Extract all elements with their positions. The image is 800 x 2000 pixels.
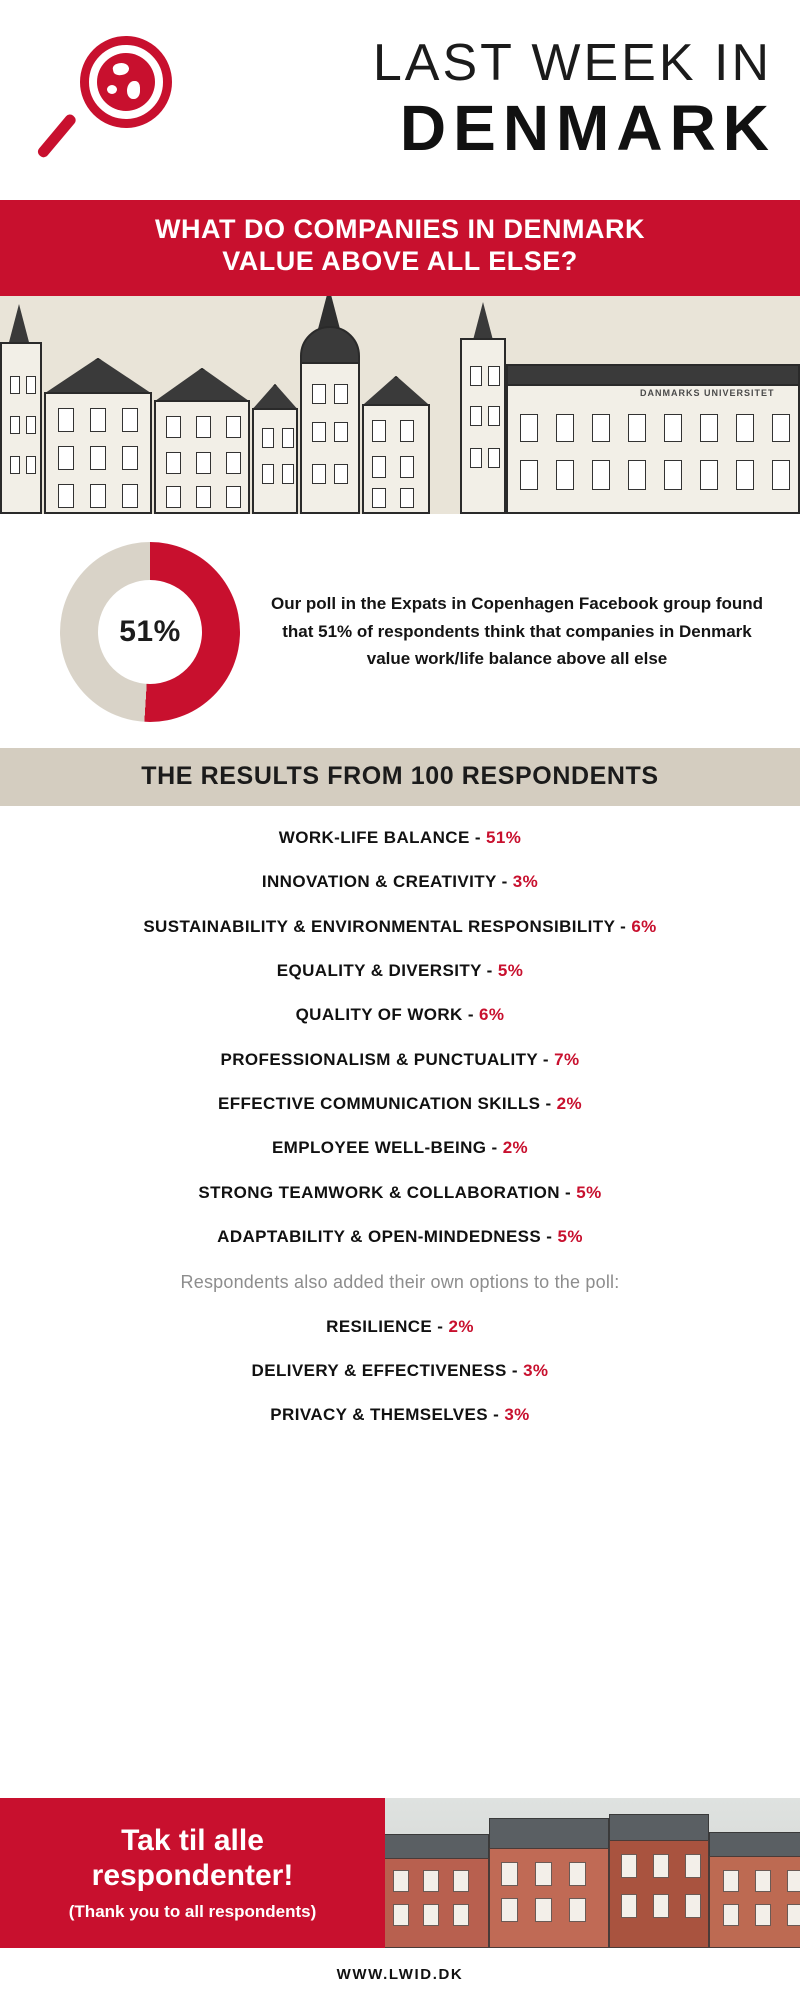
photo-window <box>723 1870 739 1892</box>
building <box>506 384 800 514</box>
photo-window <box>535 1862 552 1886</box>
window <box>90 446 106 470</box>
window <box>312 422 326 442</box>
photo-roof <box>709 1832 800 1858</box>
result-label: EFFECTIVE COMMUNICATION SKILLS - <box>217 1094 557 1114</box>
photo-window <box>787 1870 800 1892</box>
result-label: EQUALITY & DIVERSITY - <box>276 960 498 980</box>
results-band-title: THE RESULTS FROM 100 RESPONDENTS <box>141 761 659 790</box>
donut-center <box>98 580 202 684</box>
globe-detail-icon <box>107 85 117 94</box>
result-row <box>10 872 790 892</box>
result-value: 5% <box>576 1182 602 1202</box>
result-value: 6% <box>479 1005 505 1025</box>
photo-roof <box>489 1818 609 1852</box>
headline-line-1: WHAT DO COMPANIES IN DENMARK <box>155 214 645 244</box>
tower-building <box>460 338 506 514</box>
photo-window <box>453 1904 469 1926</box>
window <box>736 460 754 490</box>
window <box>400 488 414 508</box>
window <box>90 408 106 432</box>
result-value: 7% <box>554 1049 580 1069</box>
result-row <box>10 961 790 981</box>
window <box>592 460 610 490</box>
window <box>166 486 181 508</box>
photo-window <box>393 1904 409 1926</box>
magnifying-glass-globe-icon <box>28 20 178 180</box>
building <box>252 408 298 514</box>
photo-window <box>453 1870 469 1892</box>
window <box>26 376 36 394</box>
donut-chart-section <box>0 514 800 748</box>
tower-building <box>300 362 360 514</box>
thanks-main-line-1: Tak til alle <box>121 1824 264 1858</box>
photo-window <box>723 1904 739 1926</box>
result-value: 3% <box>504 1405 530 1425</box>
photo-window <box>621 1894 637 1918</box>
tower-spire-icon <box>8 304 30 346</box>
window <box>226 452 241 474</box>
window <box>488 448 500 468</box>
result-label: INNOVATION & CREATIVITY - <box>261 872 513 892</box>
window <box>628 414 646 442</box>
result-row <box>10 1138 790 1158</box>
photo-window <box>501 1862 518 1886</box>
window <box>334 422 348 442</box>
window <box>226 486 241 508</box>
photo-window <box>423 1870 439 1892</box>
result-row <box>10 1227 790 1247</box>
results-list <box>0 806 800 1798</box>
window <box>400 420 414 442</box>
result-label: STRONG TEAMWORK & COLLABORATION - <box>198 1182 577 1202</box>
window <box>372 420 386 442</box>
window <box>772 414 790 442</box>
result-label: ADAPTABILITY & OPEN-MINDEDNESS - <box>217 1227 558 1247</box>
window <box>334 464 348 484</box>
photo-window <box>653 1894 669 1918</box>
result-value: 51% <box>486 827 522 847</box>
photo-window <box>393 1870 409 1892</box>
donut-center-label: 51% <box>119 614 181 648</box>
window <box>226 416 241 438</box>
result-label: PRIVACY & THEMSELVES - <box>270 1405 505 1425</box>
result-value: 3% <box>512 872 539 892</box>
photo-window <box>787 1904 800 1926</box>
window <box>196 486 211 508</box>
result-label: RESILIENCE - <box>326 1316 449 1336</box>
photo-window <box>423 1904 439 1926</box>
photo-window <box>755 1870 771 1892</box>
window <box>400 456 414 478</box>
window <box>262 428 274 448</box>
magnifier-lens-icon <box>80 36 172 128</box>
footer-url-bar <box>0 1948 800 2000</box>
window <box>26 416 36 434</box>
window <box>592 414 610 442</box>
window <box>10 416 20 434</box>
window <box>90 484 106 508</box>
window <box>122 484 138 508</box>
magnifier-handle-icon <box>36 112 78 159</box>
photo-window <box>685 1854 701 1878</box>
donut-chart <box>60 542 240 722</box>
window <box>520 460 538 490</box>
window <box>334 384 348 404</box>
roof <box>506 364 800 386</box>
tower-spire-icon <box>318 296 340 329</box>
window <box>628 460 646 490</box>
window <box>312 464 326 484</box>
website-url[interactable]: WWW.LWID.DK <box>336 1965 464 1983</box>
photo-window <box>535 1898 552 1922</box>
result-row <box>10 828 790 848</box>
result-row <box>10 1405 790 1425</box>
window <box>772 460 790 490</box>
result-label: EMPLOYEE WELL-BEING - <box>271 1138 503 1158</box>
window <box>262 464 274 484</box>
brand-wordmark <box>178 34 778 165</box>
result-value: 6% <box>631 916 657 936</box>
results-band <box>0 748 800 806</box>
thanks-photo <box>385 1798 800 1948</box>
window <box>556 460 574 490</box>
window <box>196 416 211 438</box>
window <box>196 452 211 474</box>
brand-title-top: LAST WEEK IN <box>372 34 772 93</box>
photo-window <box>569 1862 586 1886</box>
result-label: WORK-LIFE BALANCE - <box>278 827 487 847</box>
result-row <box>10 1005 790 1025</box>
thanks-footer <box>0 1798 800 1948</box>
window <box>166 416 181 438</box>
photo-window <box>755 1904 771 1926</box>
masthead <box>0 0 800 200</box>
window <box>470 366 482 386</box>
window <box>282 464 294 484</box>
result-row <box>10 1317 790 1337</box>
window <box>58 484 74 508</box>
window <box>470 448 482 468</box>
globe-icon <box>97 53 155 111</box>
window <box>700 460 718 490</box>
photo-window <box>569 1898 586 1922</box>
brand-title-bottom: DENMARK <box>399 92 776 165</box>
window <box>312 384 326 404</box>
window <box>372 456 386 478</box>
result-row <box>10 1183 790 1203</box>
result-value: 2% <box>556 1094 583 1114</box>
window <box>488 366 500 386</box>
photo-window <box>621 1854 637 1878</box>
result-row <box>10 917 790 937</box>
result-value: 5% <box>497 960 524 980</box>
window <box>26 456 36 474</box>
window <box>520 414 538 442</box>
window <box>372 488 386 508</box>
result-label: DELIVERY & EFFECTIVENESS - <box>251 1361 524 1381</box>
thanks-main-line-2: respondenter! <box>91 1859 294 1892</box>
poll-summary-text: Our poll in the Expats in Copenhagen Facebook group found that 51% of respondents think that companies in Denmark value work/life balance above all else <box>270 594 764 669</box>
result-row <box>10 1361 790 1381</box>
headline-line-2: VALUE ABOVE ALL ELSE? <box>222 245 578 276</box>
window <box>488 406 500 426</box>
thanks-message-panel <box>0 1798 385 1948</box>
window <box>122 446 138 470</box>
result-value: 3% <box>523 1361 549 1381</box>
window <box>470 406 482 426</box>
window <box>10 376 20 394</box>
result-label: PROFESSIONALISM & PUNCTUALITY - <box>220 1049 555 1069</box>
window <box>122 408 138 432</box>
window <box>664 460 682 490</box>
window <box>166 452 181 474</box>
result-row <box>10 1094 790 1114</box>
result-value: 2% <box>448 1316 474 1336</box>
result-value: 5% <box>557 1227 583 1247</box>
building-sign-text: DANMARKS UNIVERSITET <box>640 387 775 398</box>
window <box>10 456 20 474</box>
window <box>282 428 294 448</box>
window <box>700 414 718 442</box>
window <box>58 446 74 470</box>
photo-window <box>685 1894 701 1918</box>
window <box>736 414 754 442</box>
results-note: Respondents also added their own options to the poll: <box>180 1271 620 1292</box>
thanks-translation: (Thank you to all respondents) <box>68 1901 317 1921</box>
window <box>556 414 574 442</box>
headline-band <box>0 200 800 296</box>
photo-window <box>501 1898 518 1922</box>
result-value: 2% <box>502 1138 529 1158</box>
window <box>664 414 682 442</box>
result-label: SUSTAINABILITY & ENVIRONMENTAL RESPONSIBILITY - <box>143 916 632 936</box>
photo-window <box>653 1854 669 1878</box>
result-label: QUALITY OF WORK - <box>295 1005 480 1025</box>
result-row <box>10 1050 790 1070</box>
window <box>58 408 74 432</box>
cityscape-illustration <box>0 296 800 514</box>
